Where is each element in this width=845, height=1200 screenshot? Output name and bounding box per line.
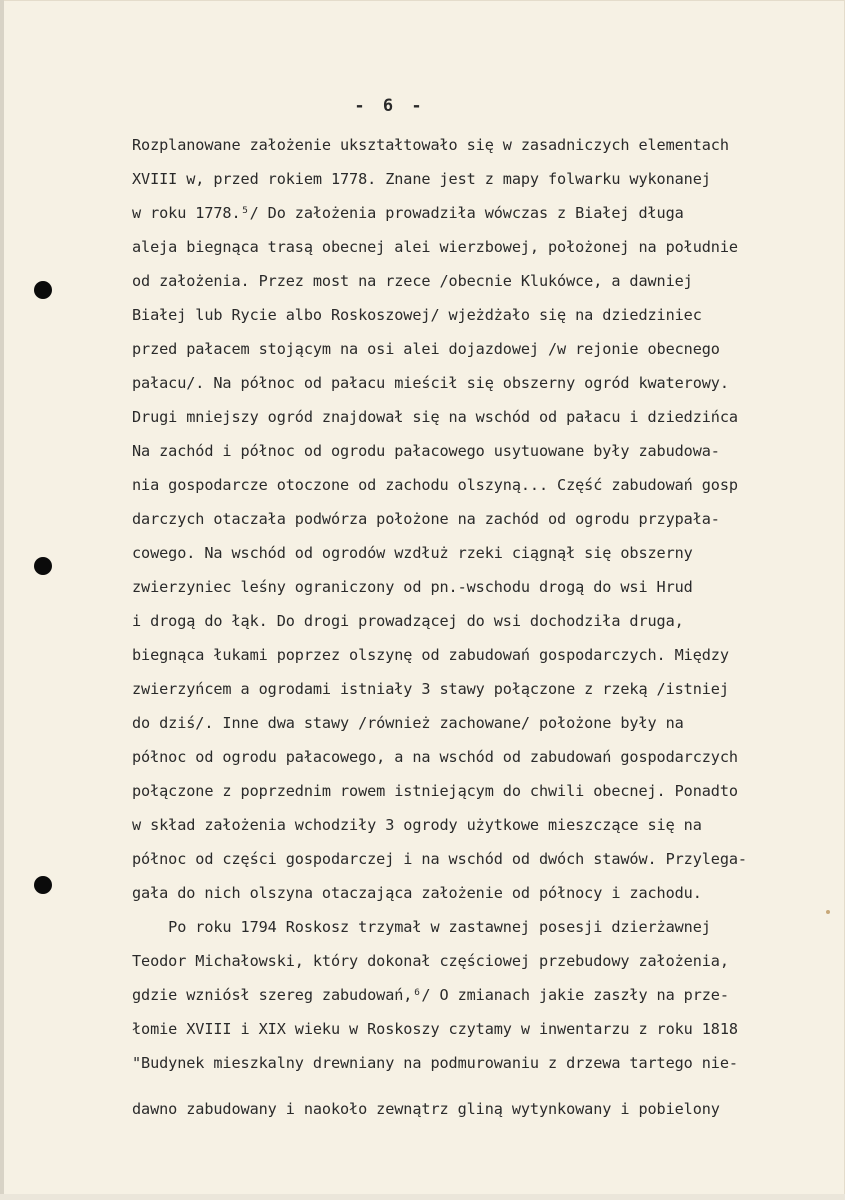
text-line: gdzie wzniósł szereg zabudowań,⁶/ O zmianach jakie zaszły na prze- [132,986,729,1004]
text-line: połączone z poprzednim rowem istniejącym do chwili obecnej. Ponadto [132,782,738,800]
page-left-edge [0,0,4,1200]
text-line: zwierzyniec leśny ograniczony od pn.-wschodu drogą do wsi Hrud [132,578,693,596]
punch-hole [34,876,52,894]
punch-hole [34,281,52,299]
text-line: cowego. Na wschód od ogrodów wzdłuż rzeki ciągnął się obszerny [132,544,693,562]
text-line: Drugi mniejszy ogród znajdował się na wschód od pałacu i dziedzińca [132,408,738,426]
text-line: do dziś/. Inne dwa stawy /również zachowane/ położone były na [132,714,684,732]
page-number: - 6 - [354,96,426,116]
text-line: pałacu/. Na północ od pałacu mieścił się obszerny ogród kwaterowy. [132,374,729,392]
text-line: i drogą do łąk. Do drogi prowadzącej do wsi dochodziła druga, [132,612,684,630]
text-line: Teodor Michałowski, który dokonał częściowej przebudowy założenia, [132,952,729,970]
text-line: Rozplanowane założenie ukształtowało się w zasadniczych elementach [132,136,729,154]
text-line: dawno zabudowany i naokoło zewnątrz gliną wytynkowany i pobielony [132,1100,720,1118]
text-line: od założenia. Przez most na rzece /obecnie Klukówce, a dawniej [132,272,693,290]
text-line: biegnąca łukami poprzez olszynę od zabudowań gospodarczych. Między [132,646,729,664]
text-line: zwierzyńcem a ogrodami istniały 3 stawy połączone z rzeką /istniej [132,680,729,698]
page-bottom-edge [0,1194,845,1200]
text-line: w roku 1778.⁵/ Do założenia prowadziła wówczas z Białej długa [132,204,684,222]
text-line: nia gospodarcze otoczone od zachodu olszyną... Część zabudowań gosp [132,476,738,494]
text-line: "Budynek mieszkalny drewniany na podmurowaniu z drzewa tartego nie- [132,1054,738,1072]
text-line: aleja biegnąca trasą obecnej alei wierzbowej, położonej na południe [132,238,738,256]
punch-hole [34,557,52,575]
text-line: północ od części gospodarczej i na wschód od dwóch stawów. Przylega- [132,850,747,868]
text-line: w skład założenia wchodziły 3 ogrody użytkowe mieszczące się na [132,816,702,834]
text-line: przed pałacem stojącym na osi alei dojazdowej /w rejonie obecnego [132,340,720,358]
text-line: Po roku 1794 Roskosz trzymał w zastawnej posesji dzierżawnej [132,918,711,936]
text-line: północ od ogrodu pałacowego, a na wschód od zabudowań gospodarczych [132,748,738,766]
text-line: darczych otaczała podwórza położone na zachód od ogrodu przypała- [132,510,720,528]
text-line: Na zachód i północ od ogrodu pałacowego usytuowane były zabudowa- [132,442,720,460]
text-line: gała do nich olszyna otaczająca założenie od północy i zachodu. [132,884,702,902]
text-line: Białej lub Rycie albo Roskoszowej/ wjeżdżało się na dziedziniec [132,306,702,324]
text-line: XVIII w, przed rokiem 1778. Znane jest z mapy folwarku wykonanej [132,170,711,188]
text-line: łomie XVIII i XIX wieku w Roskoszy czytamy w inwentarzu z roku 1818 [132,1020,738,1038]
typed-text [132,132,832,1130]
